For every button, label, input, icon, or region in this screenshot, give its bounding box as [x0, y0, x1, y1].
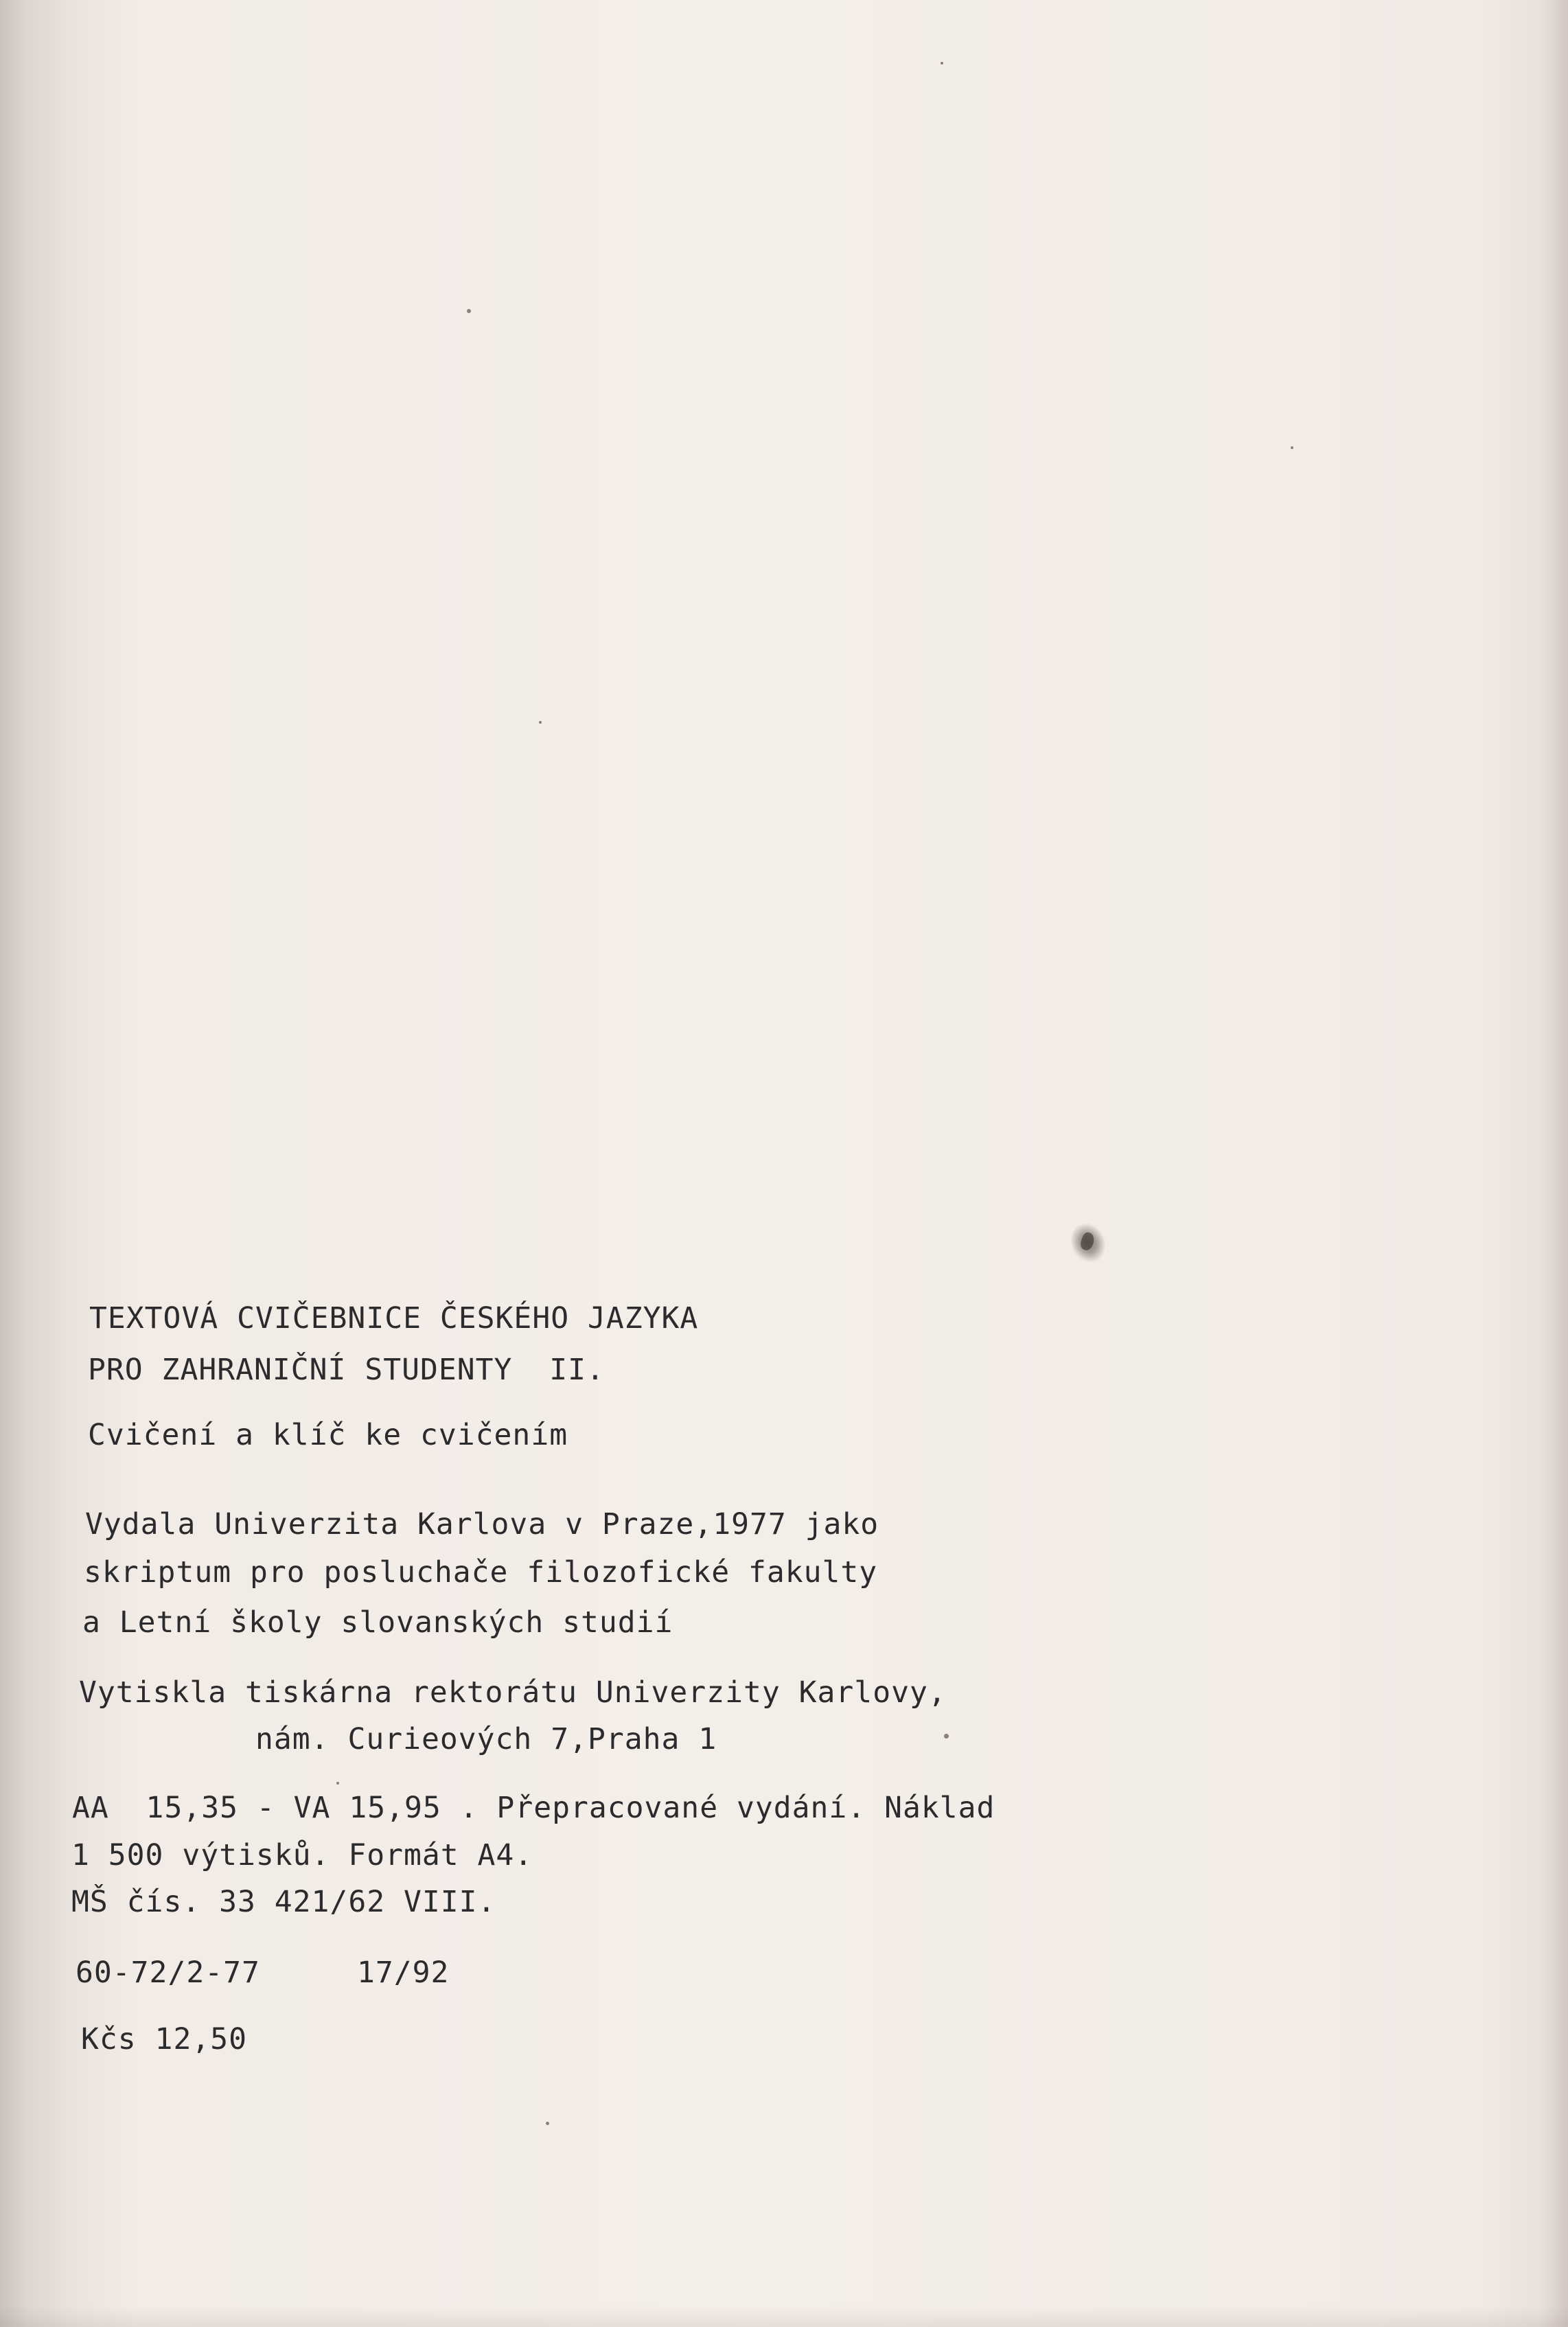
- edition-line-1: AA 15,35 - VA 15,95 . Přepracované vydání. Náklad: [72, 1791, 995, 1825]
- print-code: 60-72/2-77: [76, 1956, 260, 1990]
- edition-line-2: 1 500 výtisků. Formát A4.: [71, 1838, 533, 1872]
- print-number: 17/92: [357, 1956, 450, 1990]
- printer-line-2: nám. Curieových 7,Praha 1: [255, 1722, 717, 1756]
- publisher-line-1: Vydala Univerzita Karlova v Praze,1977 jako: [85, 1507, 879, 1541]
- price: Kčs 12,50: [81, 2022, 247, 2056]
- publisher-line-3: a Letní školy slovanských studií: [82, 1605, 673, 1640]
- printer-line-1: Vytiskla tiskárna rektorátu Univerzity Karlovy,: [79, 1675, 947, 1710]
- edition-line-3: MŠ čís. 33 421/62 VIII.: [71, 1885, 496, 1919]
- subtitle: Cvičení a klíč ke cvičením: [88, 1418, 568, 1452]
- publisher-line-2: skriptum pro posluchače filozofické fakulty: [84, 1555, 878, 1590]
- title-line-2: PRO ZAHRANIČNÍ STUDENTY II.: [88, 1353, 605, 1387]
- title-line-1: TEXTOVÁ CVIČEBNICE ČESKÉHO JAZYKA: [89, 1301, 699, 1336]
